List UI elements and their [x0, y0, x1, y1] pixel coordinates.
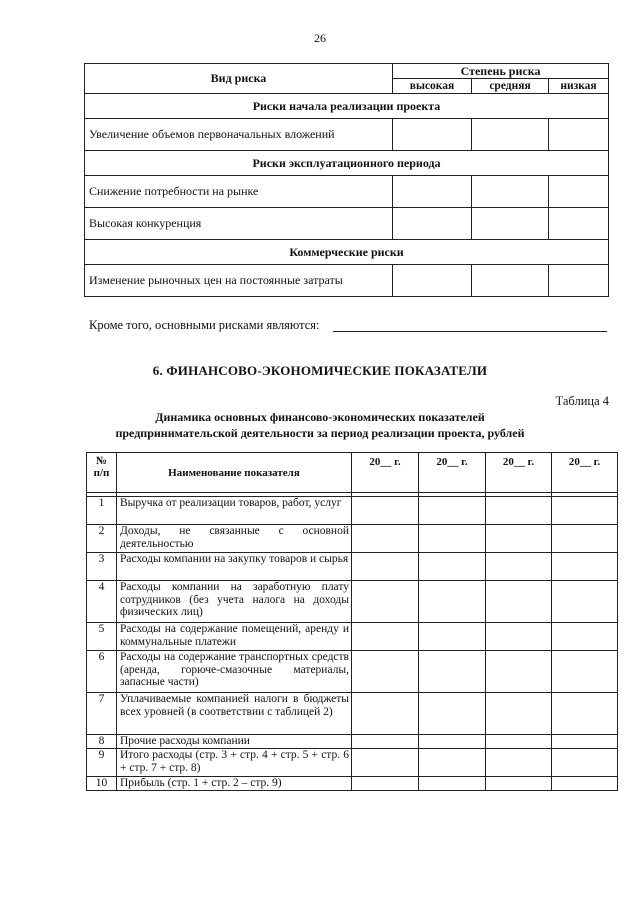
indicator-name: Уплачиваемые компанией налоги в бюджеты всех уровней (в соответствии с таблицей 2): [117, 693, 352, 735]
table-row: [87, 735, 618, 749]
row-number: 9: [87, 749, 117, 777]
value-cell[interactable]: [419, 693, 486, 735]
value-cell[interactable]: [419, 749, 486, 777]
risk-cell-high[interactable]: [393, 176, 472, 208]
row-number: 1: [87, 497, 117, 525]
table-row: [87, 497, 618, 525]
section-title: 6. ФИНАНСОВО-ЭКОНОМИЧЕСКИЕ ПОКАЗАТЕЛИ: [152, 363, 488, 378]
value-cell[interactable]: [486, 735, 552, 749]
risk-cell-medium[interactable]: [472, 265, 549, 297]
value-cell[interactable]: [419, 497, 486, 525]
risk-cell-high[interactable]: [393, 208, 472, 240]
value-cell[interactable]: [419, 525, 486, 553]
risk-row: [85, 176, 609, 208]
row-number: 8: [87, 735, 117, 749]
risk-cell-medium[interactable]: [472, 208, 549, 240]
row-number: 4: [87, 581, 117, 623]
value-cell[interactable]: [552, 553, 618, 581]
extra-risks-blank-line[interactable]: [333, 331, 607, 332]
value-cell[interactable]: [352, 735, 419, 749]
risk-level-low-header: низкая: [549, 79, 609, 94]
extra-risks-text: Кроме того, основными рисками являются:: [89, 318, 320, 332]
table-row: [87, 581, 618, 623]
risk-cell-low[interactable]: [549, 176, 609, 208]
value-cell[interactable]: [486, 553, 552, 581]
indicator-name: Расходы на содержание транспортных средств (аренда, горюче-смазочные материалы, запасные части): [117, 651, 352, 693]
value-cell[interactable]: [552, 525, 618, 553]
indicator-name: Прибыль (стр. 1 + стр. 2 – стр. 9): [117, 777, 352, 791]
indicator-name: Выручка от реализации товаров, работ, услуг: [117, 497, 352, 525]
table-label: Таблица 4: [555, 394, 609, 408]
value-cell[interactable]: [419, 735, 486, 749]
value-cell[interactable]: [486, 693, 552, 735]
table-caption-line: Динамика основных финансово-экономических показателей: [155, 410, 485, 424]
risk-cell-low[interactable]: [549, 119, 609, 151]
value-cell[interactable]: [352, 623, 419, 651]
risk-kind-header: Вид риска: [85, 64, 393, 94]
value-cell[interactable]: [352, 525, 419, 553]
value-cell[interactable]: [552, 749, 618, 777]
year-header: 20__ г.: [486, 453, 552, 493]
risk-row: [85, 119, 609, 151]
indicator-name-header: Наименование показателя: [117, 453, 352, 493]
value-cell[interactable]: [419, 553, 486, 581]
risk-row: [85, 265, 609, 297]
risk-cell-low[interactable]: [549, 265, 609, 297]
table-row: [87, 693, 618, 735]
year-header: 20__ г.: [352, 453, 419, 493]
table-row: [87, 553, 618, 581]
indicator-name: Расходы компании на заработную плату сотрудников (без учета налога на доходы физических лиц): [117, 581, 352, 623]
value-cell[interactable]: [352, 497, 419, 525]
risk-row-label: Увеличение объемов первоначальных вложений: [85, 119, 393, 151]
value-cell[interactable]: [352, 749, 419, 777]
value-cell[interactable]: [352, 553, 419, 581]
risk-level-high-header: высокая: [393, 79, 472, 94]
risk-degree-header: Степень риска: [393, 64, 609, 79]
risk-cell-medium[interactable]: [472, 176, 549, 208]
row-number: 10: [87, 777, 117, 791]
value-cell[interactable]: [419, 777, 486, 791]
value-cell[interactable]: [486, 581, 552, 623]
value-cell[interactable]: [486, 623, 552, 651]
risk-level-medium-header: средняя: [472, 79, 549, 94]
row-number: 5: [87, 623, 117, 651]
table-row: [87, 749, 618, 777]
value-cell[interactable]: [552, 581, 618, 623]
table-caption-line: предпринимательской деятельности за период реализации проекта, рублей: [115, 426, 525, 440]
table-row: [87, 623, 618, 651]
value-cell[interactable]: [352, 777, 419, 791]
value-cell[interactable]: [486, 497, 552, 525]
table-row: [87, 525, 618, 553]
indicator-name: Расходы на содержание помещений, аренду и коммунальные платежи: [117, 623, 352, 651]
value-cell[interactable]: [352, 693, 419, 735]
value-cell[interactable]: [552, 623, 618, 651]
indicator-name: Прочие расходы компании: [117, 735, 352, 749]
value-cell[interactable]: [486, 651, 552, 693]
page-number: 26: [314, 31, 326, 45]
risk-row-label: Изменение рыночных цен на постоянные затраты: [85, 265, 393, 297]
num-header: № п/п: [87, 453, 117, 493]
value-cell[interactable]: [352, 651, 419, 693]
value-cell[interactable]: [552, 651, 618, 693]
year-header: 20__ г.: [552, 453, 618, 493]
risk-row: [85, 208, 609, 240]
risk-section-title: Риски начала реализации проекта: [85, 94, 609, 119]
value-cell[interactable]: [552, 735, 618, 749]
risk-cell-medium[interactable]: [472, 119, 549, 151]
risk-section-title: Риски эксплуатационного периода: [85, 151, 609, 176]
indicator-name: Расходы компании на закупку товаров и сырья: [117, 553, 352, 581]
indicators-table: [86, 452, 618, 791]
indicator-name: Итого расходы (стр. 3 + стр. 4 + стр. 5 + стр. 6 + стр. 7 + стр. 8): [117, 749, 352, 777]
value-cell[interactable]: [552, 693, 618, 735]
risk-cell-high[interactable]: [393, 119, 472, 151]
risk-cell-high[interactable]: [393, 265, 472, 297]
risk-row-label: Снижение потребности на рынке: [85, 176, 393, 208]
value-cell[interactable]: [552, 777, 618, 791]
value-cell[interactable]: [552, 497, 618, 525]
row-number: 6: [87, 651, 117, 693]
row-number: 7: [87, 693, 117, 735]
risk-table: [84, 63, 609, 297]
risk-row-label: Высокая конкуренция: [85, 208, 393, 240]
value-cell[interactable]: [352, 581, 419, 623]
row-number: 2: [87, 525, 117, 553]
value-cell[interactable]: [486, 749, 552, 777]
value-cell[interactable]: [419, 623, 486, 651]
risk-section-title: Коммерческие риски: [85, 240, 609, 265]
risk-cell-low[interactable]: [549, 208, 609, 240]
table-row: [87, 777, 618, 791]
table-row: [87, 651, 618, 693]
value-cell[interactable]: [419, 581, 486, 623]
value-cell[interactable]: [486, 525, 552, 553]
row-number: 3: [87, 553, 117, 581]
value-cell[interactable]: [419, 651, 486, 693]
table-caption: [0, 409, 640, 441]
year-header: 20__ г.: [419, 453, 486, 493]
value-cell[interactable]: [486, 777, 552, 791]
indicator-name: Доходы, не связанные с основной деятельностью: [117, 525, 352, 553]
